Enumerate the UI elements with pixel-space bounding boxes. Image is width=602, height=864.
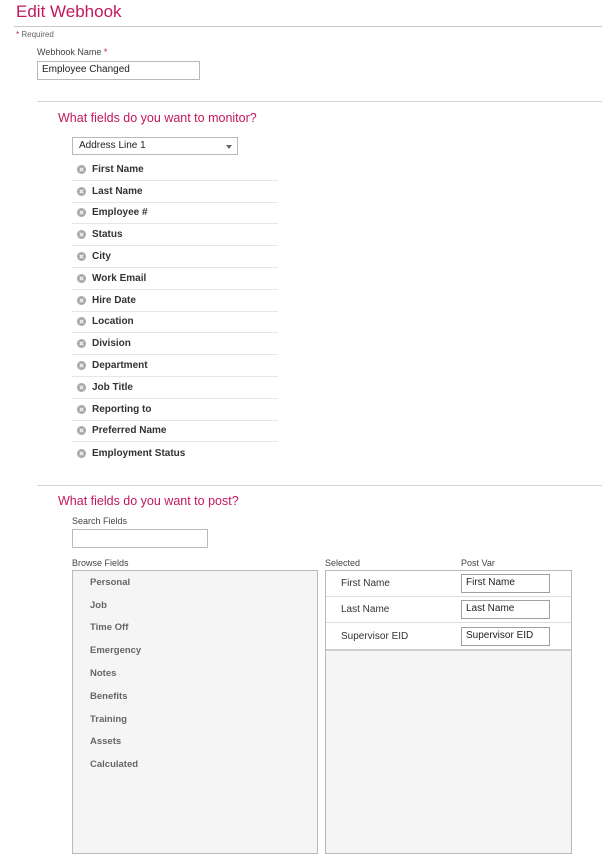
monitor-field-select-value: Address Line 1: [79, 140, 146, 151]
remove-circle-icon[interactable]: [77, 361, 86, 370]
monitored-field-label: Division: [92, 338, 131, 350]
remove-circle-icon[interactable]: [77, 208, 86, 217]
monitored-field-label: Location: [92, 316, 134, 328]
browse-fields-panel: [72, 570, 318, 854]
post-var-input[interactable]: Last Name: [461, 600, 550, 619]
monitored-field-label: Work Email: [92, 272, 147, 284]
monitored-field-label: Employment Status: [92, 447, 186, 459]
monitor-field-select[interactable]: [72, 137, 238, 155]
selected-field-row[interactable]: [326, 623, 571, 649]
monitored-field-label: Status: [92, 229, 123, 241]
webhook-name-input[interactable]: Employee Changed: [37, 61, 200, 80]
remove-circle-icon[interactable]: [77, 252, 86, 261]
remove-circle-icon[interactable]: [77, 274, 86, 283]
monitored-field-label: Last Name: [92, 185, 143, 197]
chevron-down-icon: [226, 145, 232, 149]
post-var-label: Post Var: [461, 558, 495, 568]
required-text: Required: [21, 30, 54, 39]
monitored-fields-list: [72, 159, 278, 464]
monitored-field: [72, 246, 278, 268]
monitored-field: [72, 268, 278, 290]
monitored-field: [72, 290, 278, 312]
remove-circle-icon[interactable]: [77, 317, 86, 326]
remove-circle-icon[interactable]: [77, 296, 86, 305]
browse-category[interactable]: Job: [90, 599, 107, 611]
section-divider: [37, 485, 602, 486]
remove-circle-icon[interactable]: [77, 230, 86, 239]
browse-category[interactable]: Calculated: [90, 759, 139, 771]
selected-fields-list: [326, 571, 571, 651]
webhook-name-label-text: Webhook Name: [37, 47, 102, 57]
monitor-heading: What fields do you want to monitor?: [58, 111, 257, 125]
browse-category[interactable]: Emergency: [90, 645, 142, 657]
remove-circle-icon[interactable]: [77, 405, 86, 414]
browse-fields-label: Browse Fields: [72, 558, 129, 568]
monitored-field: [72, 181, 278, 203]
browse-category[interactable]: Training: [90, 713, 127, 725]
monitored-field-label: Preferred Name: [92, 425, 167, 437]
monitored-field: [72, 224, 278, 246]
remove-circle-icon[interactable]: [77, 165, 86, 174]
monitored-field: [72, 333, 278, 355]
monitored-field-label: Employee #: [92, 207, 148, 219]
selected-field-row[interactable]: [326, 597, 571, 623]
monitored-field-label: First Name: [92, 163, 144, 175]
remove-circle-icon[interactable]: [77, 187, 86, 196]
selected-field-name: Last Name: [341, 604, 390, 615]
remove-circle-icon[interactable]: [77, 426, 86, 435]
webhook-name-label: [37, 47, 107, 57]
required-asterisk: *: [16, 30, 20, 39]
monitored-field-label: Job Title: [92, 381, 133, 393]
post-var-input[interactable]: First Name: [461, 574, 550, 593]
monitored-field: [72, 355, 278, 377]
post-heading: What fields do you want to post?: [58, 494, 239, 508]
monitored-field: [72, 159, 278, 181]
browse-category[interactable]: Notes: [90, 668, 117, 680]
search-fields-input[interactable]: [72, 529, 208, 548]
post-var-input[interactable]: Supervisor EID: [461, 627, 550, 646]
monitored-field-label: Hire Date: [92, 294, 136, 306]
selected-field-name: Supervisor EID: [341, 630, 409, 642]
browse-category[interactable]: Benefits: [90, 690, 128, 702]
search-fields-label: Search Fields: [72, 516, 128, 526]
title-divider: [14, 26, 602, 27]
selected-field-name: First Name: [341, 578, 390, 589]
monitored-field-label: City: [92, 251, 111, 263]
browse-category[interactable]: Assets: [90, 736, 122, 748]
browse-category[interactable]: Personal: [90, 576, 131, 588]
monitored-field: [72, 421, 278, 443]
monitored-field: [72, 377, 278, 399]
selected-fields-panel: [325, 570, 572, 854]
required-note: [16, 30, 54, 39]
monitored-field: [72, 442, 278, 464]
section-divider: [37, 101, 602, 102]
browse-fields-list: [73, 571, 317, 776]
browse-category[interactable]: Time Off: [90, 622, 129, 634]
remove-circle-icon[interactable]: [77, 449, 86, 458]
monitored-field: [72, 203, 278, 225]
required-asterisk: *: [103, 47, 108, 57]
monitored-field-label: Department: [92, 360, 148, 372]
remove-circle-icon[interactable]: [77, 339, 86, 348]
selected-field-row[interactable]: [326, 571, 571, 597]
remove-circle-icon[interactable]: [77, 383, 86, 392]
monitored-field: [72, 312, 278, 334]
page-title: Edit Webhook: [16, 2, 122, 21]
monitored-field-label: Reporting to: [92, 403, 152, 415]
monitored-field: [72, 399, 278, 421]
selected-label: Selected: [325, 558, 361, 568]
